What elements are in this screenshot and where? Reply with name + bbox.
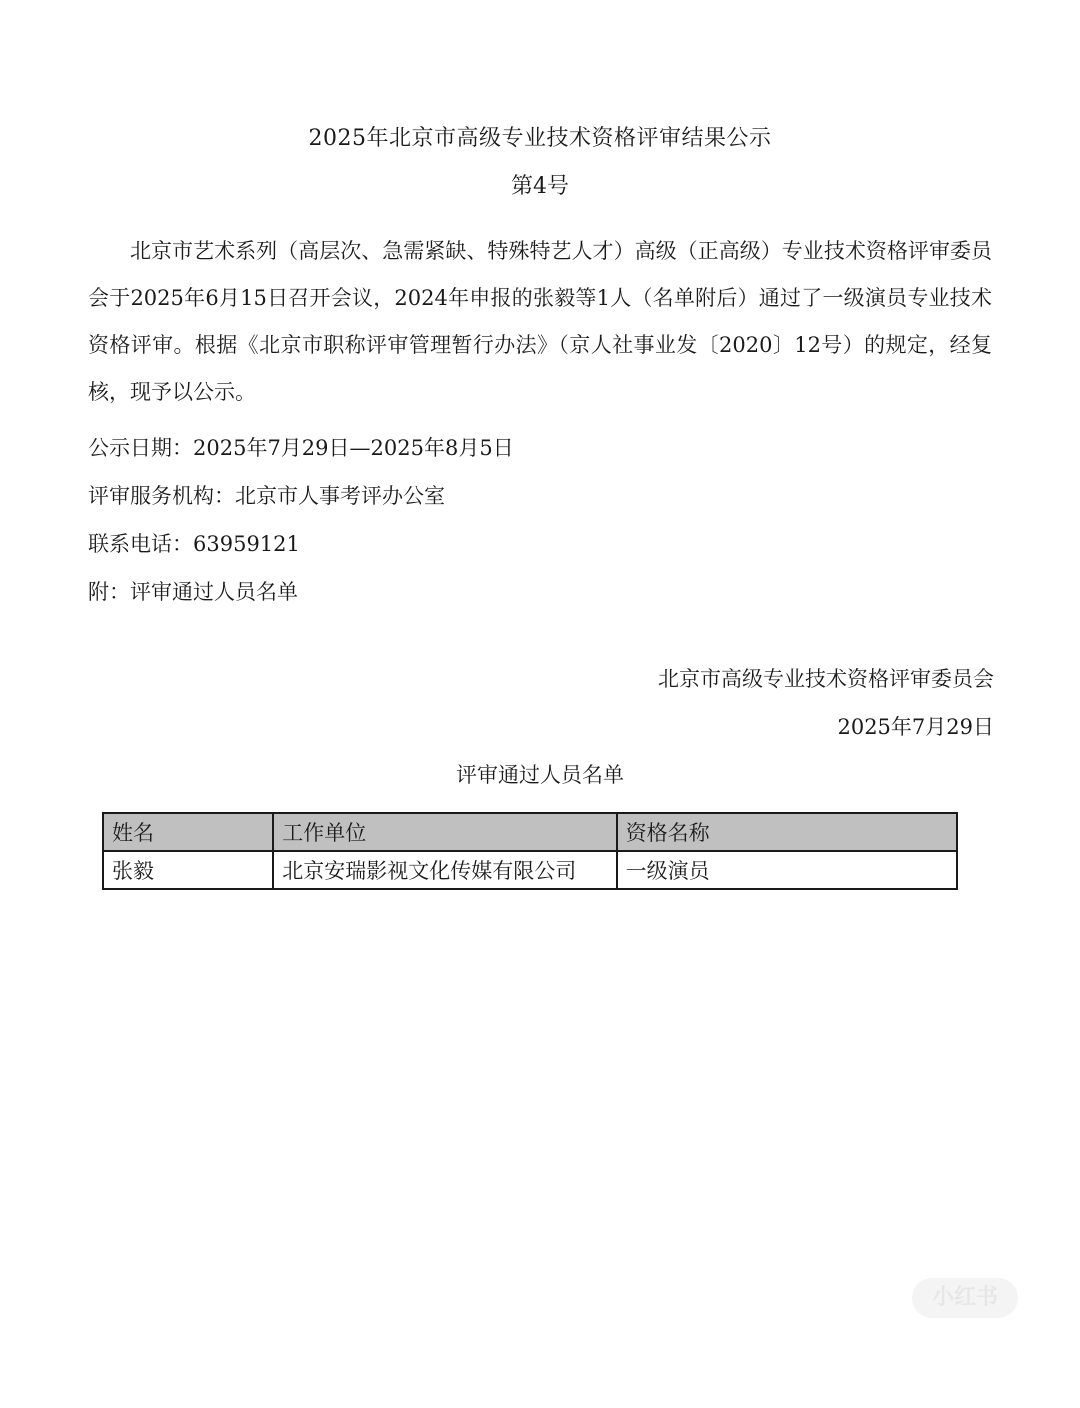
service-organization: 评审服务机构：北京市人事考评办公室 [88, 484, 445, 508]
xiaohongshu-watermark: 小红书 [912, 1278, 1018, 1318]
cell-qualification: 一级演员 [617, 851, 957, 889]
table-header-row [103, 813, 957, 851]
table-row [103, 851, 957, 889]
header-qualification: 资格名称 [617, 813, 957, 851]
header-name: 姓名 [103, 813, 273, 851]
document-body: 北京市艺术系列（高层次、急需紧缺、特殊特艺人才）高级（正高级）专业技术资格评审委员会于2025年6月15日召开会议，2024年申报的张毅等1人（名单附后）通过了一级演员专业技术资格评审。根据《北京市职称评审管理暂行办法》（京人社事业发〔2020〕12号）的规定，经复核，现予以公示。 [88, 239, 992, 404]
attachment-note: 附：评审通过人员名单 [88, 580, 298, 604]
cell-work-unit: 北京安瑞影视文化传媒有限公司 [273, 851, 616, 889]
signature-date: 2025年7月29日 [837, 715, 994, 739]
cell-name: 张毅 [103, 851, 273, 889]
contact-phone: 联系电话：63959121 [88, 532, 300, 556]
document-title: 2025年北京市高级专业技术资格评审结果公示 [308, 126, 772, 151]
document-number: 第4号 [511, 174, 569, 199]
list-title: 评审通过人员名单 [456, 763, 624, 787]
roster-table [102, 812, 958, 890]
signature-committee: 北京市高级专业技术资格评审委员会 [658, 667, 994, 691]
header-work-unit: 工作单位 [273, 813, 616, 851]
publicity-date: 公示日期：2025年7月29日—2025年8月5日 [88, 436, 514, 460]
